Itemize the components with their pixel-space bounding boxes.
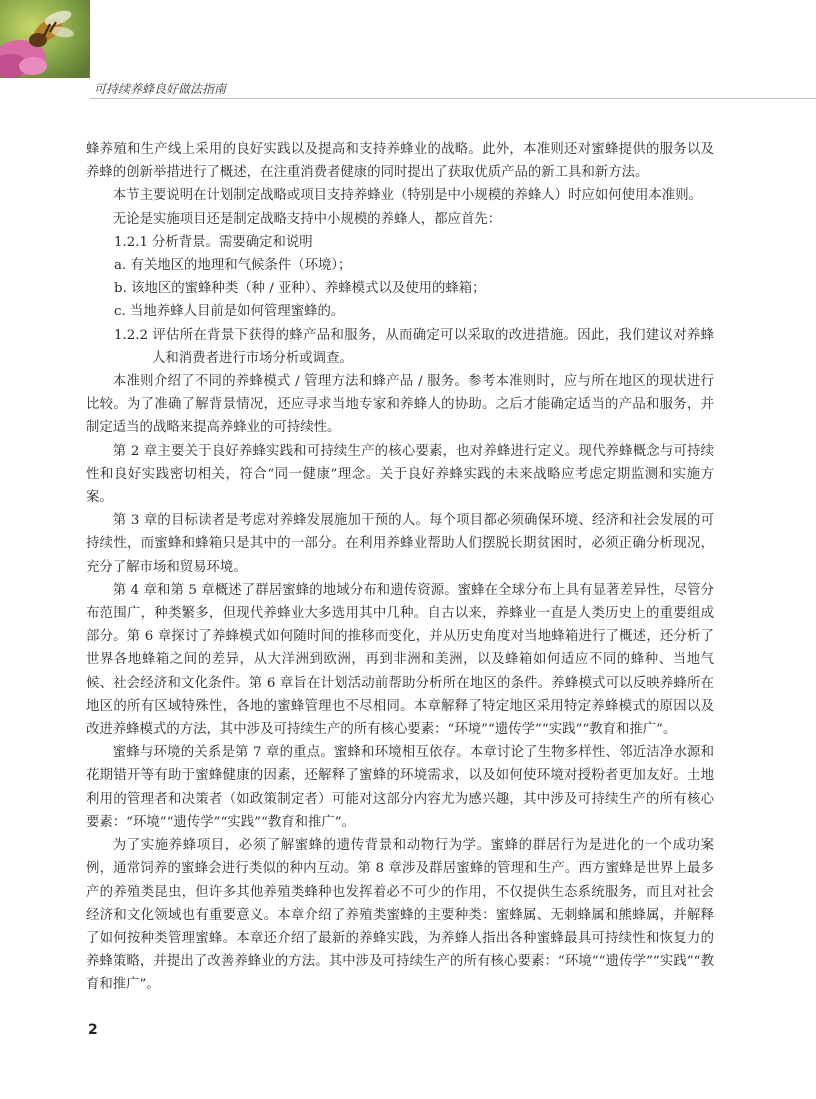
list-item: b. 该地区的蜜蜂种类（种 / 亚种）、养蜂模式以及使用的蜂箱； [114,281,486,297]
bee-on-flower-image [0,0,90,78]
paragraph: 蜂养殖和生产线上采用的良好实践以及提高和支持养蜂业的战略。此外，本准则还对蜜蜂提供的服务以及养蜂的创新举措进行了概述，在注重消费者健康的同时提出了获取优质产品的新工具和新方法。 [86,142,714,181]
paragraph: 为了实施养蜂项目，必须了解蜜蜂的遗传背景和动物行为学。蜜蜂的群居行为是进化的一个成功案例，通常饲养的蜜蜂会进行类似的种内互动。第 8 章涉及群居蜜蜂的管理和生产。西方蜜蜂是世界上最多产的养殖类昆虫，但许多其他养殖类蜂种也发挥着必不可少的作用，不仅提供生态系统服务，而且对社会经济和文化领域也有重要意义。本章介绍了养殖类蜜蜂的主要种类：蜜蜂属、无刺蜂属和熊蜂属，并解释了如何按种类管理蜜蜂。本章还介绍了最新的养蜂实践，为养蜂人指出各种蜜蜂最具可持续性和恢复力的养蜂策略，并提出了改善养蜂业的方法。其中涉及可持续生产的所有核心要素：“环境”“遗传学”“实践”“教育和推广”。 [86,838,714,993]
paragraph: 本节主要说明在计划制定战略或项目支持养蜂业（特别是中小规模的养蜂人）时应如何使用本准则。 [112,188,702,204]
paragraph: 蜜蜂与环境的关系是第 7 章的重点。蜜蜂和环境相互依存。本章讨论了生物多样性、邻近洁净水源和花期错开等有助于蜜蜂健康的因素，还解释了蜜蜂的环境需求，以及如何使环境对授粉者更加友好。土地利用的管理者和决策者（如政策制定者）可能对这部分内容尤为感兴趣，其中涉及可持续生产的所有核心要素：“环境”“遗传学”“实践”“教育和推广”。 [86,745,714,830]
section-number: 1.2.2 [114,327,149,343]
section-text: 评估所在背景下获得的蜂产品和服务，从而确定可以采取的改进措施。因此，我们建议对养蜂人和消费者进行市场分析或调查。 [152,327,714,366]
paragraph: 无论是实施项目还是制定战略支持中小规模的养蜂人，都应首先： [112,211,502,227]
header-divider [90,98,816,99]
section-text: 分析背景。需要确定和说明 [152,234,313,250]
paragraph: 第 2 章主要关于良好养蜂实践和可持续生产的核心要素，也对养蜂进行定义。现代养蜂概念与可持续性和良好实践密切相关，符合“同一健康”理念。关于良好养蜂实践的未来战略应考虑定期监测和实施方案。 [86,443,714,506]
section-heading-1-2-2 [86,324,714,370]
list-item: a. 有关地区的地理和气候条件（环境）； [114,258,352,274]
paragraph: 本准则介绍了不同的养蜂模式 / 管理方法和蜂产品 / 服务。参考本准则时，应与所在地区的现状进行比较。为了准确了解背景情况，还应寻求当地专家和养蜂人的协助。之后才能确定适当的产品和服务，并制定适当的战略来提高养蜂业的可持续性。 [86,374,714,436]
section-number: 1.2.1 [114,234,149,250]
paragraph: 第 3 章的目标读者是考虑对养蜂发展施加干预的人。每个项目都必须确保环境、经济和社会发展的可持续性，而蜜蜂和蜂箱只是其中的一部分。在利用养蜂业帮助人们摆脱长期贫困时，必须正确分析现况，充分了解市场和贸易环境。 [86,513,714,575]
paragraph: 第 4 章和第 5 章概述了群居蜜蜂的地域分布和遗传资源。蜜蜂在全球分布上具有显著差异性，尽管分布范围广，种类繁多，但现代养蜂业大多选用其中几种。自古以来，养蜂业一直是人类历史上的重要组成部分。第 6 章探讨了养蜂模式如何随时间的推移而变化，并从历史角度对当地蜂箱进行了概述，还分析了世界各地蜂箱之间的差异，从大洋洲到欧洲，再到非洲和美洲，以及蜂箱如何适应不同的蜂种、当地气候、社会经济和文化条件。第 6 章旨在计划活动前帮助分析所在地区的条件。养蜂模式可以反映养蜂所在地区的所有区域特殊性，各地的蜜蜂管理也不尽相同。本章解释了特定地区采用特定养蜂模式的原因以及改进养蜂模式的方法，其中涉及可持续生产的所有核心要素：“环境”“遗传学”“实践”“教育和推广”。 [86,582,714,738]
running-header-title: 可持续养蜂良好做法指南 [94,82,227,96]
section-heading-1-2-1 [86,231,714,254]
page-number: 2 [88,1022,98,1038]
page-body [86,138,714,997]
list-item: c. 当地养蜂人目前是如何管理蜜蜂的。 [114,304,345,320]
